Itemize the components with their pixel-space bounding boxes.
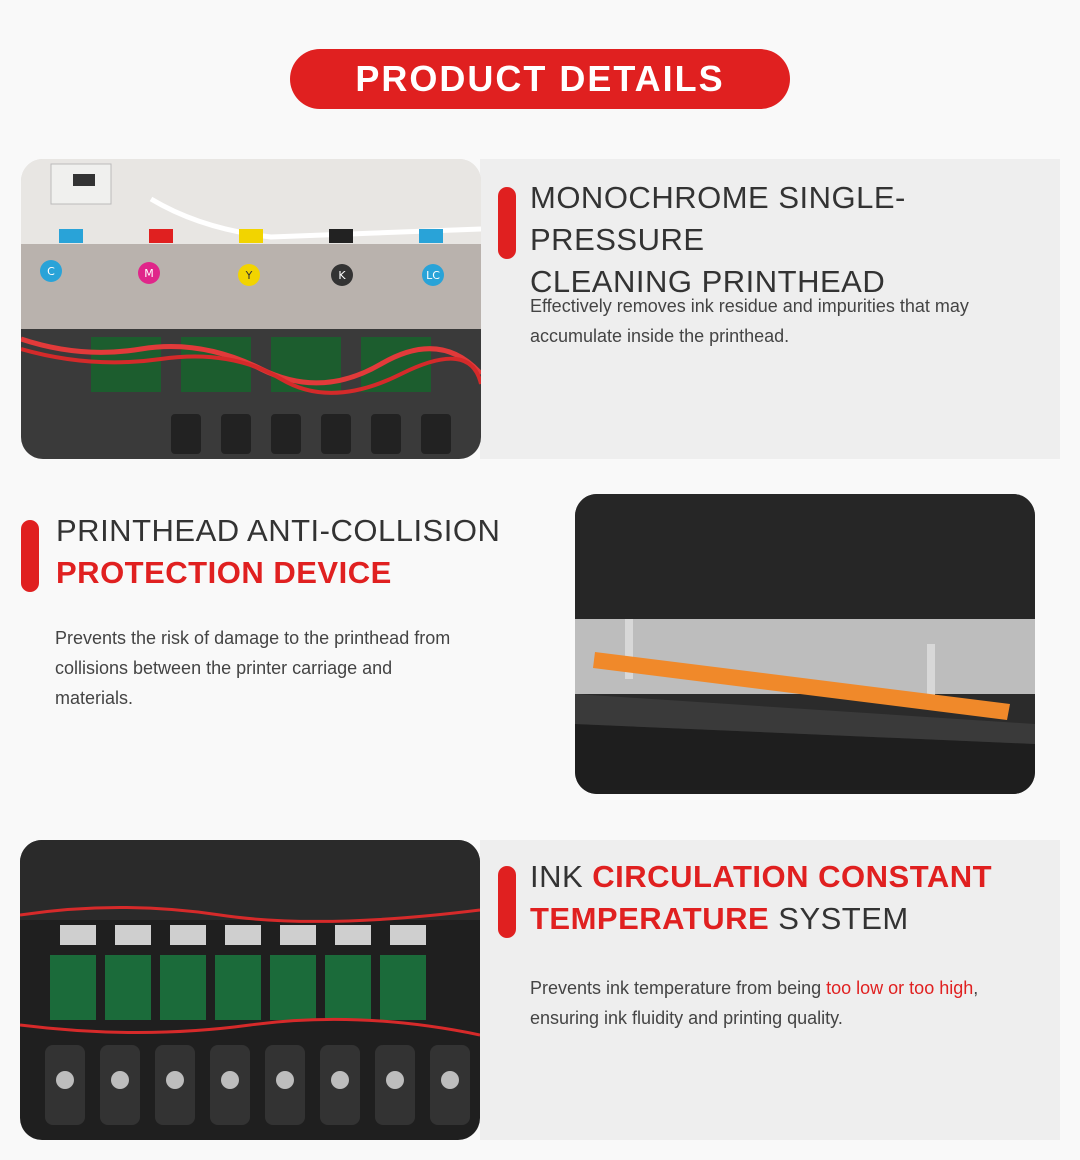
feature-description: Prevents ink temperature from being too low or too high, ensuring ink fluidity and printing quality. xyxy=(530,978,979,1028)
feature-cleaning-printhead xyxy=(0,159,1080,459)
feature-anti-collision xyxy=(0,494,1080,794)
feature-description: Effectively removes ink residue and impurities that may accumulate inside the printhead. xyxy=(530,296,969,346)
label-y: Y xyxy=(245,269,253,282)
feature-description: Prevents the risk of damage to the printhead from collisions between the printer carriage and materials. xyxy=(55,628,451,708)
printhead-cleaning-photo xyxy=(21,159,481,459)
accent-bar xyxy=(498,187,516,259)
feature-ink-circulation xyxy=(0,840,1080,1140)
accent-bar xyxy=(498,866,516,938)
label-m: M xyxy=(144,267,154,280)
accent-bar xyxy=(21,520,39,592)
product-details-header xyxy=(290,49,790,109)
feature-title: INK CIRCULATION CONSTANT TEMPERATURE SYSTEM xyxy=(530,859,993,936)
ink-circulation-photo xyxy=(20,840,480,1140)
feature-title: MONOCHROME SINGLE-PRESSURE CLEANING PRINTHEAD xyxy=(530,180,906,299)
label-k: K xyxy=(338,269,346,282)
feature-title: PRINTHEAD ANTI-COLLISION PROTECTION DEVICE xyxy=(56,513,501,590)
header-title: PRODUCT DETAILS xyxy=(355,58,725,99)
anti-collision-photo xyxy=(575,494,1035,794)
label-c: C xyxy=(47,265,55,278)
label-lc: LC xyxy=(426,269,440,282)
